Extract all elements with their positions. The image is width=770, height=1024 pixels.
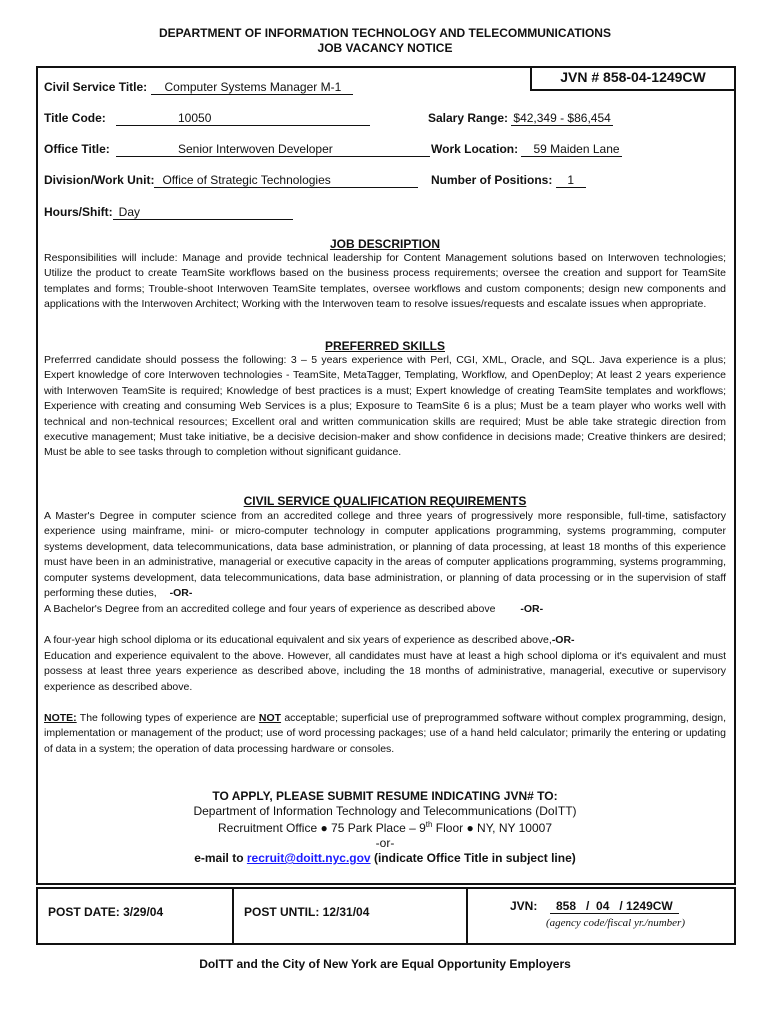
note-text-a: The following types of experience are	[79, 712, 256, 724]
notice-heading: JOB VACANCY NOTICE	[317, 41, 453, 55]
jvn-value: 858 / 04 / 1249CW	[550, 899, 679, 914]
jvn-caption: (agency code/fiscal yr./number)	[546, 917, 685, 929]
post-until: POST UNTIL: 12/31/04	[244, 905, 370, 919]
apply-address	[0, 820, 770, 835]
preferred-skills-text: Preferrred candidate should possess the following: 3 – 5 years experience with Perl, CGI, XML, Oracle, and SQL. Java experience is a plus; Expert knowledge of core Interwoven technologies - TeamSite, MetaTagger, Templating, Workflow, and OpenDeploy; At least 2 years experience with Interwoven TeamSite is required; Knowledge of best practices is a must; Expert knowledge of creating TeamSite templates and workflows; Experience with creating and consuming Web Services is a plus; Exposure to TeamSite 6 is a plus; Must be a team player who works well with technical and non-technical resources; Excellent oral and written communication skills are required; Must be able take strategic direction from executive management; Must take initiative, be a decisive decision-maker and show confidence in decisions made; Creative thinkers are desired; Must be able to see tasks through to completion without significant guidance.	[44, 354, 726, 459]
or-separator-3: -OR-	[551, 634, 575, 646]
jvn-label: JVN:	[510, 899, 538, 913]
jvn-box: JVN # 858-04-1249CW	[530, 66, 736, 91]
division-value: Office of Strategic Technologies	[154, 173, 418, 188]
positions-label: Number of Positions:	[431, 173, 553, 187]
division-row	[44, 173, 418, 188]
notice-box	[36, 66, 736, 885]
qualification-masters-text: A Master's Degree in computer science from an accredited college and three years of progressively more responsible, full-time, satisfactory experience using mainframe, mini- or micro-computer technology in computer applications programming, systems programming, computer systems development, data telecommunications, data base administration, or planning of data processing, at least 18 months of this experience must have been in an administrative, managerial or executive capacity in the areas of computer applications programming, systems programming, computer systems development, data telecommunications, data base administration, or planning of data processing or in the supervision of staff performing these duties,	[44, 510, 726, 600]
office-title-label: Office Title:	[44, 142, 110, 156]
note-paragraph	[44, 711, 726, 757]
salary-range-label: Salary Range:	[428, 111, 509, 125]
apply-address-sup: th	[425, 820, 433, 829]
title-code-row	[44, 111, 370, 126]
hours-row	[44, 205, 293, 220]
qualification-masters	[44, 509, 726, 601]
title-code-label: Title Code:	[44, 111, 106, 125]
civil-service-title-label: Civil Service Title:	[44, 80, 148, 94]
or-separator-1: -OR-	[169, 587, 193, 600]
office-title-row	[44, 142, 430, 157]
post-until-cell	[234, 889, 468, 943]
work-location-value: 59 Maiden Lane	[521, 142, 621, 157]
qualifications-heading: CIVIL SERVICE QUALIFICATION REQUIREMENTS	[243, 494, 527, 508]
division-label: Division/Work Unit:	[44, 173, 155, 187]
office-title-value: Senior Interwoven Developer	[116, 142, 430, 157]
qualification-bachelors	[44, 602, 726, 617]
salary-range-value: $42,349 - $86,454	[513, 111, 611, 125]
positions-row	[431, 173, 586, 188]
jvn-cell	[468, 889, 734, 943]
note-not-word: NOT	[258, 712, 282, 724]
work-location-label: Work Location:	[431, 142, 519, 156]
qualification-highschool-text: A four-year high school diploma or its educational equivalent and six years of experience as described above,	[44, 634, 552, 646]
apply-email-line	[0, 851, 770, 865]
apply-department: Department of Information Technology and Telecommunications (DoITT)	[193, 804, 577, 818]
hours-label: Hours/Shift:	[44, 205, 113, 219]
apply-heading: TO APPLY, PLEASE SUBMIT RESUME INDICATING JVN# TO:	[212, 789, 558, 803]
equal-opportunity-footer: DoITT and the City of New York are Equal Opportunity Employers	[199, 957, 571, 971]
qualification-equivalent: Education and experience equivalent to the above. However, all candidates must have at least a high school diploma or it's equivalent and must possess at least three years experience as described above, including the 18 months of administrative, managerial, executive or supervisory experience as described above.	[44, 650, 726, 693]
civil-service-title-row	[44, 80, 353, 95]
apply-or: -or-	[375, 836, 395, 850]
apply-address-b: Floor ● NY, NY 10007	[432, 821, 552, 835]
title-code-value: 10050	[116, 111, 370, 126]
salary-range-row	[428, 111, 613, 126]
work-location-row	[431, 142, 622, 157]
apply-address-a: Recruitment Office ● 75 Park Place – 9	[217, 821, 426, 835]
or-separator-2: -OR-	[520, 603, 544, 615]
civil-service-title-value: Computer Systems Manager M-1	[151, 80, 353, 95]
hours-value: Day	[113, 205, 293, 220]
department-heading: DEPARTMENT OF INFORMATION TECHNOLOGY AND TELECOMMUNICATIONS	[159, 26, 611, 40]
post-date: POST DATE: 3/29/04	[48, 905, 164, 919]
apply-email-suffix: (indicate Office Title in subject line)	[373, 851, 576, 865]
apply-email-prefix: e-mail to	[194, 851, 244, 865]
note-text-b: acceptable; superficial use of preprogrammed software without complex programming, design, implementation or management of the product; use of word processing packages; use of a hand held calculator; primarily the entering or updating of data in a system; the operation of data processing hardware or consoles.	[44, 712, 726, 755]
note-label: NOTE:	[44, 712, 77, 724]
preferred-skills-heading: PREFERRED SKILLS	[324, 339, 445, 353]
apply-email-link[interactable]: recruit@doitt.nyc.gov	[246, 851, 371, 865]
job-description-heading: JOB DESCRIPTION	[329, 237, 440, 251]
positions-value: 1	[556, 173, 586, 188]
qualification-highschool	[44, 633, 726, 648]
qualification-bachelors-text: A Bachelor's Degree from an accredited college and four years of experience as described above	[44, 603, 496, 615]
posting-info-box	[36, 887, 736, 945]
post-date-cell	[38, 889, 234, 943]
job-description-text: Responsibilities will include: Manage and provide technical leadership for Content Management solutions based on Interwoven technologies; Utilize the product to create TeamSite workflows based on the business process requirements; oversee the creation and support for TeamSite templates and forms; Trouble-shoot Interwoven TeamSite templates, oversee workflows and custom components; design new components and applications with the Interwoven Architect; Working with the Interwoven team to resolve issues/requests and escalate issues when appropriate.	[44, 252, 726, 311]
